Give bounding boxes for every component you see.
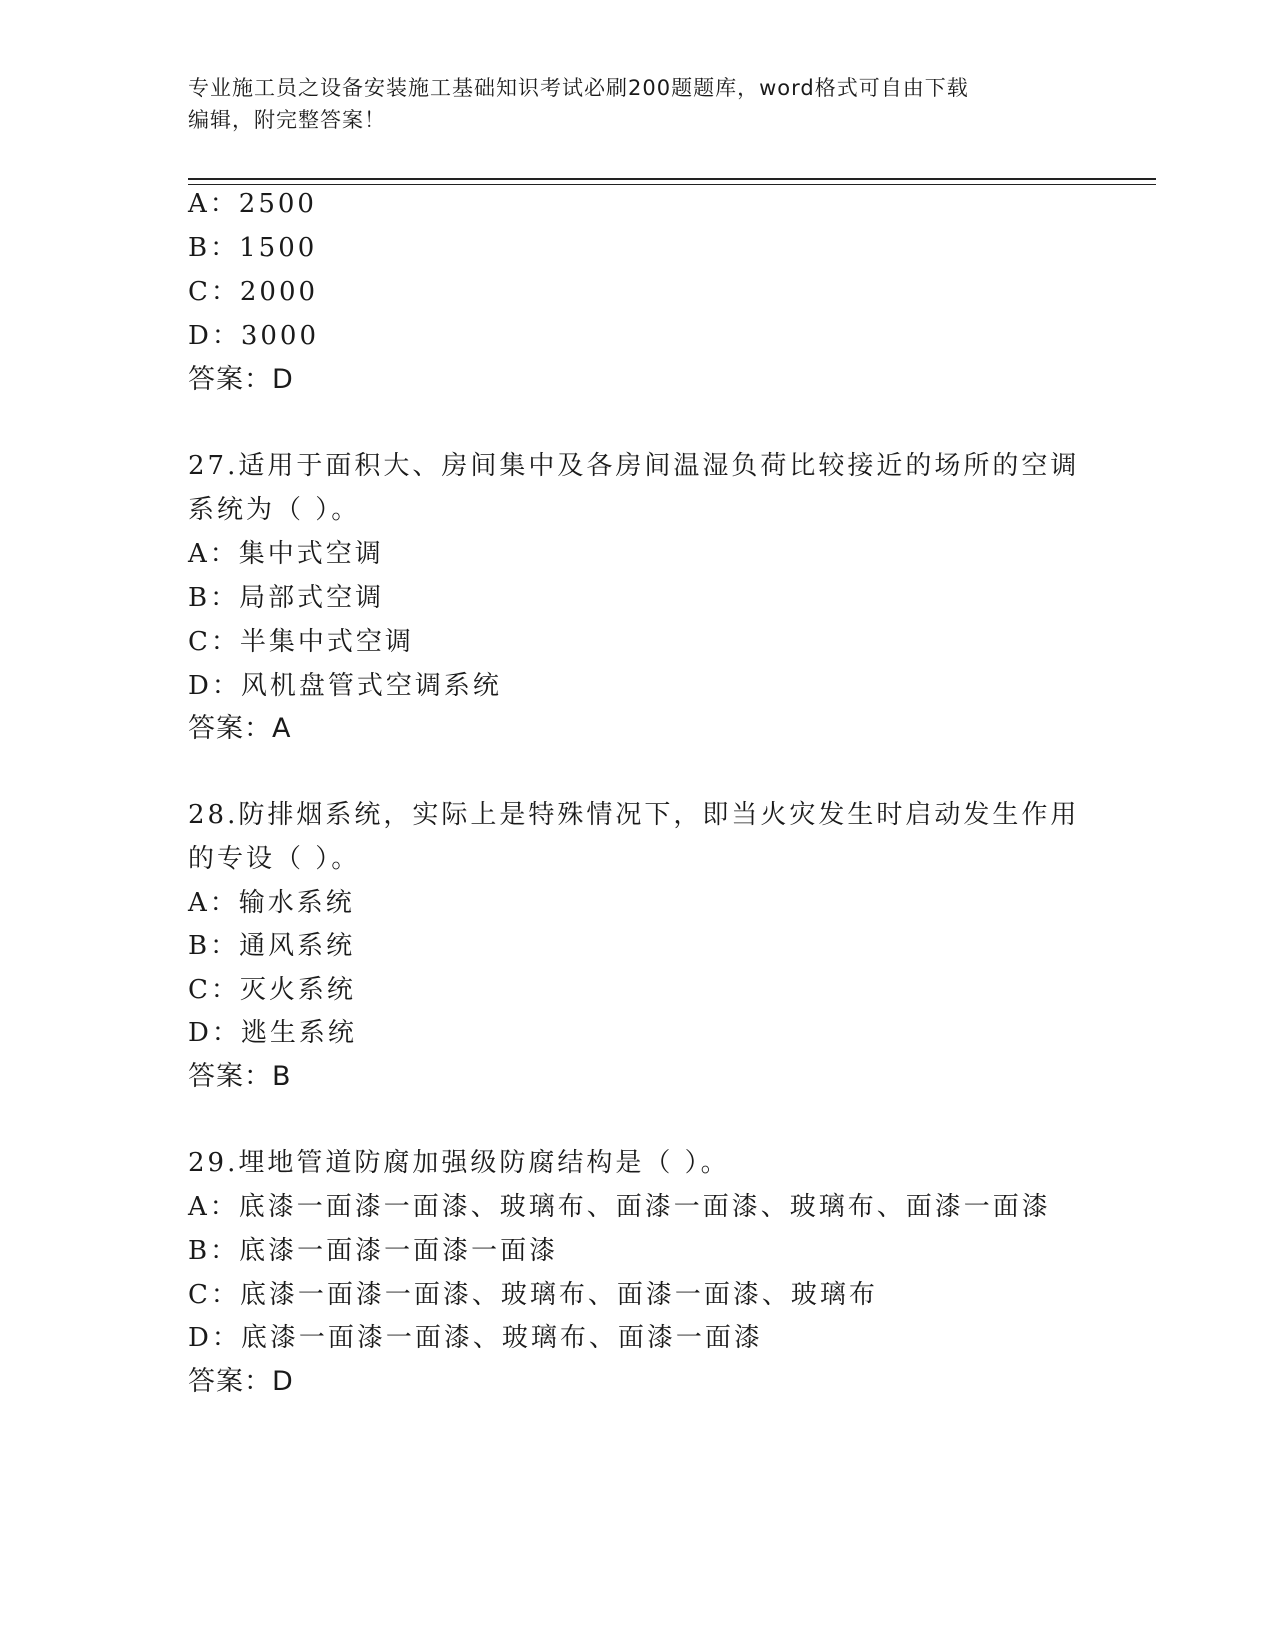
q29-option-c: C：底漆一面漆一面漆、玻璃布、面漆一面漆、玻璃布 bbox=[188, 1280, 878, 1310]
q29-option-d: D：底漆一面漆一面漆、玻璃布、面漆一面漆 bbox=[188, 1323, 763, 1353]
q29-answer: 答案：D bbox=[188, 1366, 294, 1397]
q28-option-d: D：逃生系统 bbox=[188, 1018, 357, 1048]
q27-option-b: B：局部式空调 bbox=[188, 583, 385, 613]
q28-stem-line-1: 28.防排烟系统，实际上是特殊情况下，即当火灾发生时启动发生作用 bbox=[188, 800, 1080, 830]
header-divider-thick bbox=[188, 178, 1156, 180]
q28-answer: 答案：B bbox=[188, 1061, 292, 1092]
q29-option-a: A：底漆一面漆一面漆、玻璃布、面漆一面漆、玻璃布、面漆一面漆 bbox=[188, 1192, 1051, 1222]
q27-answer: 答案：A bbox=[188, 713, 292, 744]
q26-option-b: B：1500 bbox=[188, 233, 318, 263]
q27-stem-line-2: 系统为（ ）。 bbox=[188, 495, 361, 525]
q29-option-b: B：底漆一面漆一面漆一面漆 bbox=[188, 1236, 559, 1266]
header-title-line-1: 专业施工员之设备安装施工基础知识考试必刷200题题库，word格式可自由下载 bbox=[188, 76, 969, 100]
q26-option-a: A：2500 bbox=[188, 189, 317, 219]
q27-stem-line-1: 27.适用于面积大、房间集中及各房间温湿负荷比较接近的场所的空调 bbox=[188, 451, 1080, 481]
q28-stem-line-2: 的专设（ ）。 bbox=[188, 844, 361, 874]
header-title-line-2: 编辑，附完整答案！ bbox=[188, 108, 386, 132]
q26-option-d: D：3000 bbox=[188, 321, 320, 351]
q26-answer: 答案：D bbox=[188, 364, 294, 395]
q27-option-d: D：风机盘管式空调系统 bbox=[188, 671, 502, 701]
q28-option-a: A：输水系统 bbox=[188, 888, 355, 918]
q27-option-a: A：集中式空调 bbox=[188, 539, 384, 569]
page-header bbox=[188, 72, 1088, 136]
q29-stem-line-1: 29.埋地管道防腐加强级防腐结构是（ ）。 bbox=[188, 1148, 730, 1178]
q26-option-c: C：2000 bbox=[188, 277, 319, 307]
header-divider-thin bbox=[188, 184, 1156, 185]
q28-option-b: B：通风系统 bbox=[188, 931, 356, 961]
q27-option-c: C：半集中式空调 bbox=[188, 627, 414, 657]
q28-option-c: C：灭火系统 bbox=[188, 975, 356, 1005]
